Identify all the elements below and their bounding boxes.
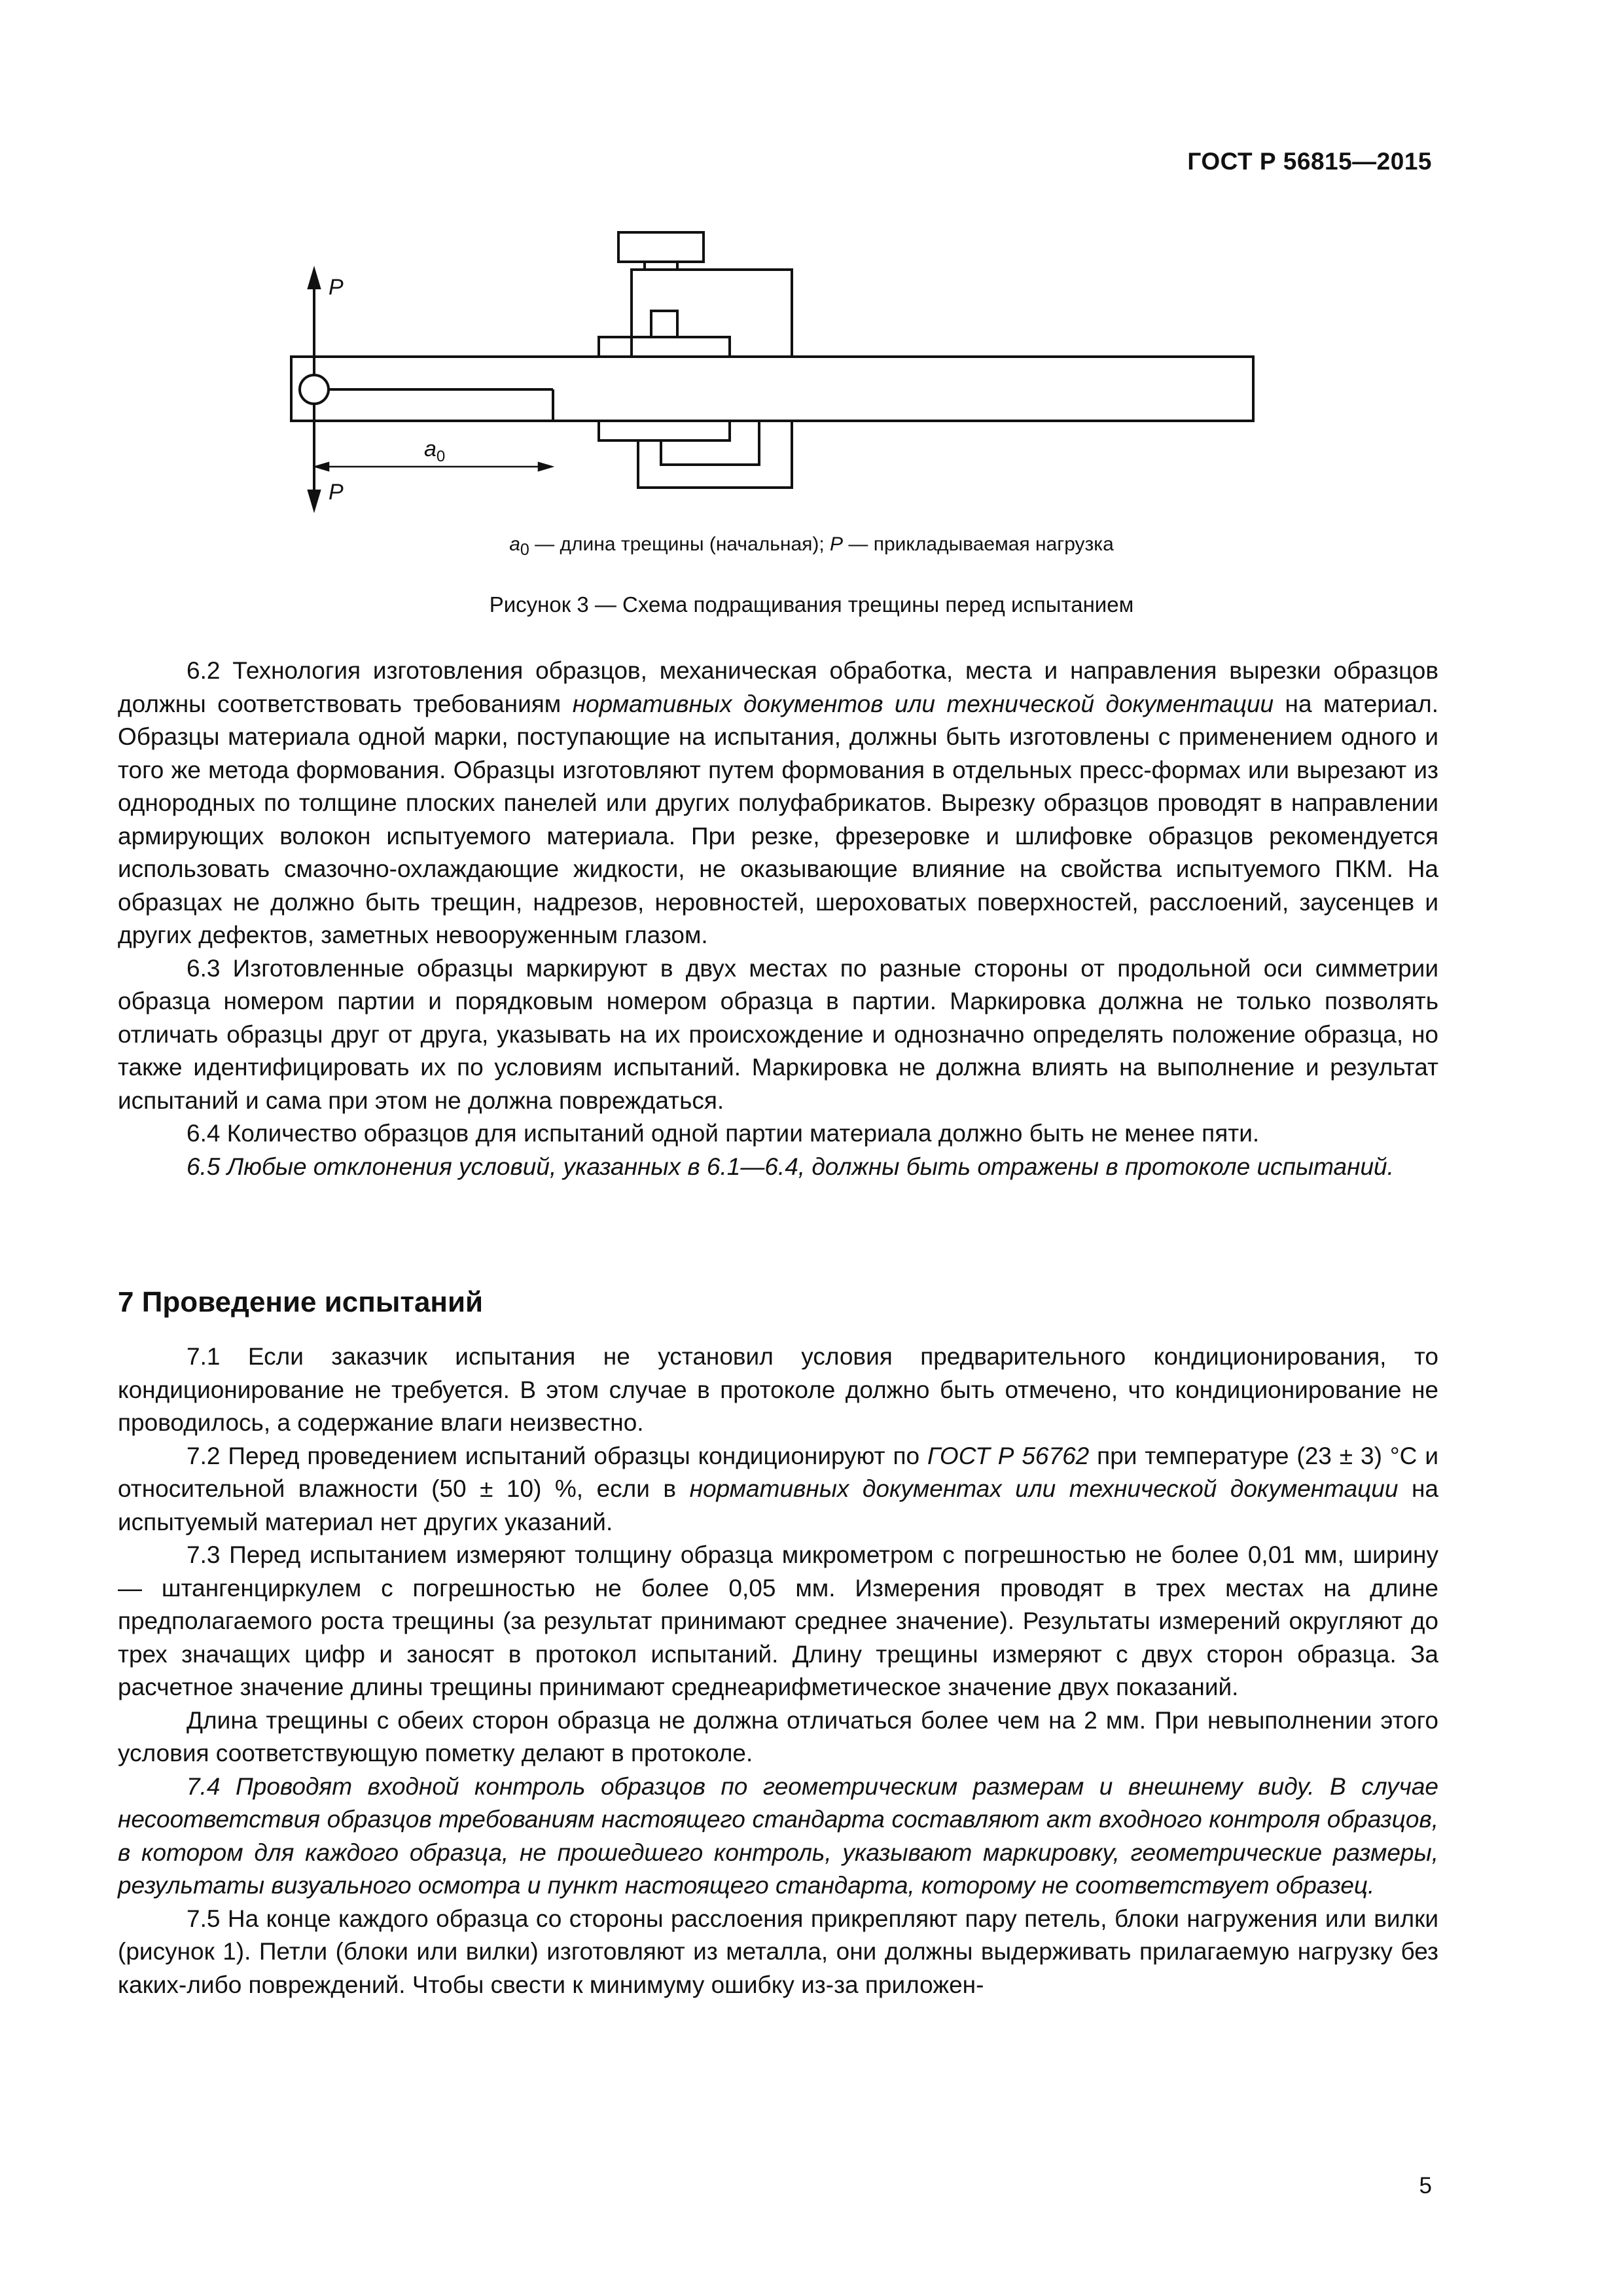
clamp-screw-head bbox=[618, 232, 704, 262]
page-number: 5 bbox=[1419, 2173, 1432, 2198]
crack-length-symbol: a bbox=[424, 437, 437, 461]
p7-2-text-c: при температуре (23 ± 3) °С и относительной влажности (50 ± 10) %, если в bbox=[118, 1442, 1438, 1502]
paragraph-7-1: 7.1 Если заказчик испытания не установил условия предварительного кондиционирования, то кондиционирование не требуется. В этом случае в протоколе должно быть отмечено, что кондиционирование не проводилось, а содержание влаги неизвестно. bbox=[118, 1343, 1438, 1436]
clamp-frame-lower-inner bbox=[661, 421, 759, 465]
clamp-lower-pad bbox=[599, 421, 730, 440]
figure-caption: Рисунок 3 — Схема подращивания трещины перед испытанием bbox=[489, 592, 1134, 617]
standard-id-header: ГОСТ Р 56815—2015 bbox=[1187, 148, 1432, 175]
p7-2-gost-ref: ГОСТ Р 56762 bbox=[927, 1442, 1090, 1469]
dimension-arrow-left bbox=[315, 463, 329, 471]
figure-legend bbox=[0, 533, 1623, 560]
legend-a-subscript: 0 bbox=[520, 541, 529, 559]
p6-2-reference: нормативных документов или технической документации bbox=[572, 690, 1274, 717]
crack-length-label bbox=[424, 437, 445, 465]
load-arrow-down-head bbox=[309, 491, 319, 509]
paragraph-6-5: 6.5 Любые отклонения условий, указанных в 6.1—6.4, должны быть отражены в протоколе испытаний. bbox=[187, 1153, 1394, 1180]
legend-a-text: — длина трещины (начальная); bbox=[529, 533, 830, 555]
legend-a-symbol: a bbox=[509, 533, 520, 555]
clamp-frame-upper bbox=[632, 270, 792, 357]
paragraph-6-3: 6.3 Изготовленные образцы маркируют в двух местах по разные стороны от продольной оси симметрии образца номером партии и порядковым номером образца в партии. Маркировка должна не только позволять отличать образцы друг от друга, указывать на их происхождение и однозначно определять положение образца, но также идентифицировать их по условиям испытаний. Маркировка не должна влиять на выполнение и результат испытаний и сама при этом не должна повреждаться. bbox=[118, 954, 1438, 1114]
paragraph-7-4: 7.4 Проводят входной контроль образцов по геометрическим размерам и внешнему виду. В случае несоответствия образцов требованиям настоящего стандарта составляют акт входного контроля образцов, в котором для каждого образца, не прошедшего контроль, указывают маркировку, геометрические размеры, результаты визуального осмотра и пункт настоящего стандарта, которому не соответствует образец. bbox=[118, 1772, 1438, 1899]
load-arrow-up-head bbox=[309, 270, 319, 288]
crack-length-subscript: 0 bbox=[436, 448, 446, 465]
legend-p-symbol: P bbox=[830, 533, 844, 555]
section-7-body bbox=[118, 1340, 1438, 2001]
paragraph-7-3: 7.3 Перед испытанием измеряют толщину образца микрометром с погрешностью не более 0,01 мм, ширину — штангенциркулем с погрешностью не более 0,05 мм. Измерения проводят в трех местах на длине предполагаемого роста трещины (за результат принимают среднее значение). Результаты измерений округляют до трех значащих цифр и заносят в протокол испытаний. Длину трещины измеряют с двух сторон образца. За расчетное значение длины трещины принимают среднеарифметическое значение двух показаний. bbox=[118, 1541, 1438, 1700]
paragraph-6-4: 6.4 Количество образцов для испытаний одной партии материала должно быть не менее пяти. bbox=[187, 1120, 1260, 1147]
paragraph-7-2 bbox=[118, 1440, 1438, 1539]
load-label-bottom: P bbox=[329, 480, 344, 505]
p7-2-text-a: 7.2 Перед проведением испытаний образцы кондиционируют по bbox=[187, 1442, 928, 1469]
crack-precracking-diagram bbox=[281, 226, 1276, 514]
clamp-upper-pad bbox=[599, 337, 730, 357]
legend-p-text: — прикладываемая нагрузка bbox=[843, 533, 1114, 555]
section-6-body bbox=[118, 655, 1438, 1183]
p6-2-text-a: 6.2 Технология изготовления образцов, механическая обработка, места и направления вырезки образцов должны соответствовать требованиям bbox=[118, 657, 1438, 717]
paragraph-7-5: 7.5 На конце каждого образца со стороны расслоения прикрепляют пару петель, блоки нагружения или вилки (рисунок 1). Петли (блоки или вилки) изготовляют из металла, они должны выдерживать прилагаемую нагрузку без каких-либо повреждений. Чтобы свести к минимуму ошибку из-за приложен- bbox=[118, 1905, 1438, 1998]
paragraph-7-3-continued: Длина трещины с обеих сторон образца не должна отличаться более чем на 2 мм. При невыполнении этого условия соответствующую пометку делают в протоколе. bbox=[118, 1706, 1438, 1767]
p7-2-text-e: на испытуемый материал нет других указаний. bbox=[118, 1475, 1438, 1535]
load-label-top: P bbox=[329, 275, 344, 300]
loading-pin bbox=[300, 375, 329, 404]
section-7-title: 7 Проведение испытаний bbox=[118, 1286, 484, 1318]
p6-2-text-c: на материал. Образцы материала одной марки, поступающие на испытания, должны быть изготовлены с применением одного и того же метода формования. Образцы изготовляют путем формования в отдельных пресс-формах или вырезают из однородных по толщине плоских панелей или других полуфабрикатов. Вырезку образцов проводят в направлении армирующих волокон испытуемого материала. При резке, фрезеровке и шлифовке образцов рекомендуется использовать смазочно-охлаждающие жидкости, не оказывающие влияние на свойства испытуемого ПКМ. На образцах не должно быть трещин, надрезов, неровностей, шероховатых поверхностей, расслоений, заусенцев и других дефектов, заметных невооруженным глазом. bbox=[118, 690, 1438, 948]
dimension-arrow-right bbox=[539, 463, 552, 471]
clamp-upper-jaw bbox=[651, 311, 677, 337]
p7-2-docs-ref: нормативных документах или технической документации bbox=[689, 1475, 1399, 1502]
paragraph-6-2 bbox=[118, 655, 1438, 952]
